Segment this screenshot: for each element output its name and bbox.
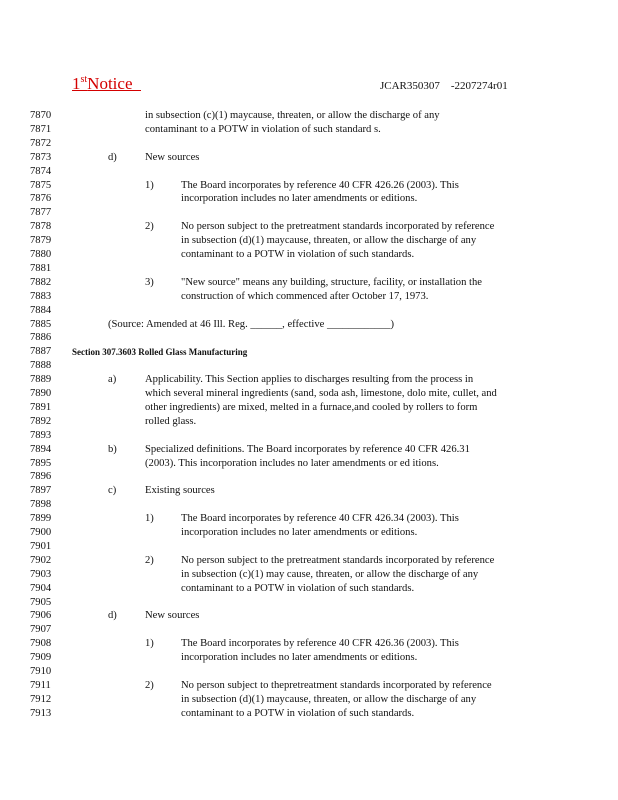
line-number: 7912 xyxy=(30,693,52,705)
line-number: 7878 xyxy=(30,221,52,233)
line-text: other ingredients) are mixed, melted in a furnace,and cooled by rollers to form xyxy=(145,401,478,413)
line-number: 7893 xyxy=(30,429,52,441)
line-number: 7913 xyxy=(30,707,52,719)
document-line xyxy=(0,512,618,526)
line-text: incorporation includes no later amendments or editions. xyxy=(181,193,418,205)
document-line xyxy=(0,596,618,610)
document-line xyxy=(0,470,618,484)
line-text: in subsection (c)(1) may cause, threaten, or allow the discharge of any xyxy=(181,568,479,580)
document-line xyxy=(0,457,618,471)
line-number: 7906 xyxy=(30,610,52,622)
line-number: 7883 xyxy=(30,290,52,302)
line-text: (2003). This incorporation includes no later amendments or ed itions. xyxy=(145,457,439,469)
line-text: No person subject to the pretreatment standards incorporated by reference xyxy=(181,554,495,566)
line-text: No person subject to the pretreatment standards incorporated by reference xyxy=(181,221,495,233)
list-marker: c) xyxy=(108,485,117,497)
document-line xyxy=(0,179,618,193)
line-number: 7888 xyxy=(30,360,52,372)
line-number: 7880 xyxy=(30,249,52,260)
document-line xyxy=(0,109,618,123)
line-number: 7897 xyxy=(30,485,52,497)
line-number: 7900 xyxy=(30,527,52,538)
document-line xyxy=(0,429,618,443)
line-text: Applicability. This Section applies to discharges resulting from the process in xyxy=(145,374,474,386)
line-number: 7907 xyxy=(30,624,52,636)
line-text: contaminant to a POTW in violation of such standard s. xyxy=(145,123,381,135)
line-number: 7905 xyxy=(30,596,52,608)
line-text: Existing sources xyxy=(145,485,215,497)
line-number: 7911 xyxy=(30,679,51,691)
list-marker: b) xyxy=(108,443,117,455)
document-line xyxy=(0,609,618,623)
list-marker: 2) xyxy=(145,221,154,233)
line-number: 7889 xyxy=(30,374,52,386)
line-number: 7890 xyxy=(30,388,52,399)
line-text: The Board incorporates by reference 40 CFR 426.34 (2003). This xyxy=(181,513,459,525)
line-number: 7895 xyxy=(30,457,52,469)
notice-number: 1 xyxy=(72,74,81,93)
notice-heading xyxy=(72,74,141,94)
document-line xyxy=(0,665,618,679)
document-line xyxy=(0,220,618,234)
line-number: 7898 xyxy=(30,499,52,511)
document-line xyxy=(0,637,618,651)
list-marker: d) xyxy=(108,610,117,622)
document-line xyxy=(0,623,618,637)
line-number: 7896 xyxy=(30,471,52,483)
document-line xyxy=(0,526,618,540)
line-number: 7899 xyxy=(30,513,52,525)
line-text: contaminant to a POTW in violation of such standards. xyxy=(181,249,415,260)
line-text: Section 307.3603 Rolled Glass Manufacturing xyxy=(72,347,248,358)
list-marker: a) xyxy=(108,374,117,386)
document-line xyxy=(0,123,618,137)
document-line xyxy=(0,234,618,248)
document-line xyxy=(0,345,618,359)
document-line xyxy=(0,443,618,457)
line-number: 7877 xyxy=(30,207,52,219)
list-marker: 1) xyxy=(145,179,154,191)
line-number: 7892 xyxy=(30,415,52,427)
line-text: contaminant to a POTW in violation of such standards. xyxy=(181,707,415,719)
document-line xyxy=(0,290,618,304)
line-text: No person subject to thepretreatment standards incorporated by reference xyxy=(181,679,492,691)
document-line xyxy=(0,192,618,206)
line-text: "New source" means any building, structure, facility, or installation the xyxy=(181,276,482,288)
list-marker: 3) xyxy=(145,276,154,288)
document-line xyxy=(0,331,618,345)
line-number: 7874 xyxy=(30,165,52,177)
list-marker: 1) xyxy=(145,513,154,525)
document-line xyxy=(0,151,618,165)
document-line xyxy=(0,651,618,665)
line-number: 7903 xyxy=(30,568,52,580)
line-number: 7887 xyxy=(30,346,52,358)
line-number: 7891 xyxy=(30,401,52,413)
list-marker: 2) xyxy=(145,554,154,566)
line-number: 7875 xyxy=(30,179,52,191)
line-text: contaminant to a POTW in violation of such standards. xyxy=(181,582,415,594)
line-text: The Board incorporates by reference 40 CFR 426.26 (2003). This xyxy=(181,179,459,191)
line-number: 7910 xyxy=(30,666,52,677)
document-line xyxy=(0,373,618,387)
line-text: construction of which commenced after October 17, 1973. xyxy=(181,290,429,302)
line-text: in subsection (c)(1) maycause, threaten, or allow the discharge of any xyxy=(145,110,440,121)
document-line xyxy=(0,707,618,721)
document-line xyxy=(0,304,618,318)
line-text: rolled glass. xyxy=(145,415,197,427)
document-line xyxy=(0,415,618,429)
line-text: (Source: Amended at 46 Ill. Reg. ______, effective ____________) xyxy=(108,318,395,330)
document-line xyxy=(0,693,618,707)
line-number: 7881 xyxy=(30,262,52,274)
list-marker: d) xyxy=(108,151,117,163)
line-number: 7872 xyxy=(30,137,52,149)
line-text: in subsection (d)(1) maycause, threaten, or allow the discharge of any xyxy=(181,235,477,247)
line-text: incorporation includes no later amendments or editions. xyxy=(181,527,418,538)
document-line xyxy=(0,401,618,415)
list-marker: 1) xyxy=(145,638,154,650)
line-number: 7901 xyxy=(30,540,52,552)
document-line xyxy=(0,568,618,582)
line-text: New sources xyxy=(145,151,200,163)
document-line xyxy=(0,248,618,262)
line-number: 7908 xyxy=(30,638,52,650)
line-text: incorporation includes no later amendments or editions. xyxy=(181,652,418,664)
jcar-code: JCAR350307 -2207274r01 xyxy=(380,80,508,92)
document-line xyxy=(0,484,618,498)
line-number: 7904 xyxy=(30,582,52,594)
line-number: 7876 xyxy=(30,193,52,205)
notice-word: Notice xyxy=(87,74,133,93)
line-number: 7871 xyxy=(30,123,52,135)
document-line xyxy=(0,165,618,179)
document-line xyxy=(0,318,618,332)
line-number: 7886 xyxy=(30,332,52,344)
line-text: which several mineral ingredients (sand, soda ash, limestone, dolo mite, cullet, and xyxy=(145,388,497,399)
document-line xyxy=(0,540,618,554)
document-line xyxy=(0,387,618,401)
document-line xyxy=(0,498,618,512)
list-marker: 2) xyxy=(145,679,154,691)
line-number: 7909 xyxy=(30,652,52,664)
document-line xyxy=(0,359,618,373)
document-line xyxy=(0,554,618,568)
line-number: 7879 xyxy=(30,235,52,247)
document-line xyxy=(0,679,618,693)
line-number: 7873 xyxy=(30,151,52,163)
document-line xyxy=(0,582,618,596)
line-text: Specialized definitions. The Board incorporates by reference 40 CFR 426.31 xyxy=(145,443,470,455)
notice-ordinal-suffix: st xyxy=(80,74,88,85)
line-number: 7885 xyxy=(30,318,52,330)
line-text: New sources xyxy=(145,610,200,622)
document-line xyxy=(0,276,618,290)
line-text: in subsection (d)(1) maycause, threaten, or allow the discharge of any xyxy=(181,693,477,705)
line-number: 7884 xyxy=(30,304,52,316)
line-number: 7902 xyxy=(30,554,52,566)
line-number: 7894 xyxy=(30,443,52,455)
line-number: 7882 xyxy=(30,276,52,288)
document-line xyxy=(0,262,618,276)
line-text: The Board incorporates by reference 40 CFR 426.36 (2003). This xyxy=(181,638,459,650)
document-line xyxy=(0,137,618,151)
line-number: 7870 xyxy=(30,110,52,121)
document-line xyxy=(0,206,618,220)
